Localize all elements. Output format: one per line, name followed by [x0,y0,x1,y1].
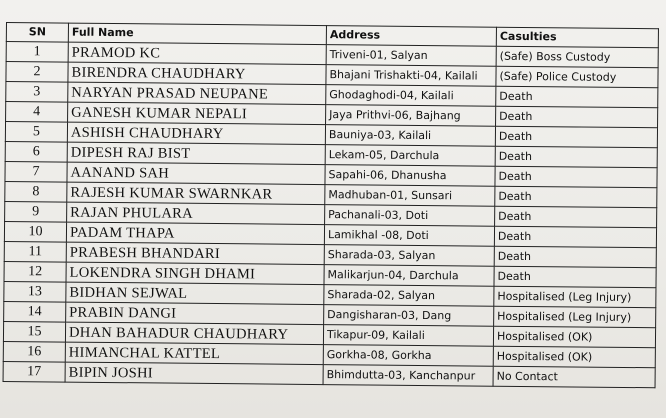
row-address: Lekam-05, Darchula [325,145,495,167]
row-full-name: ASHISH CHAUDHARY [67,122,325,144]
row-full-name: BIPIN JOSHI [65,362,323,384]
row-full-name: BIRENDRA CHAUDHARY [68,62,326,84]
row-casualty-status: Hospitalised (OK) [493,346,655,368]
row-full-name: GANESH KUMAR NEPALI [68,102,326,124]
row-casualty-status: Hospitalised (Leg Injury) [494,286,656,308]
row-address: Madhuban-01, Sunsari [325,185,495,207]
row-sn: 11 [4,241,66,262]
row-sn: 6 [5,141,67,162]
row-sn: 9 [5,201,67,222]
row-address: Triveni-01, Salyan [326,45,496,67]
row-address: Ghodaghodi-04, Kailali [326,85,496,107]
row-sn: 14 [4,301,66,322]
row-address: Sharada-03, Salyan [324,245,494,267]
row-full-name: AANAND SAH [67,162,325,184]
row-full-name: LOKENDRA SINGH DHAMI [66,262,324,284]
row-full-name: PRABESH BHANDARI [66,242,324,264]
row-casualty-status: Death [494,266,656,288]
row-address: Gorkha-08, Gorkha [323,345,493,367]
header-sn: SN [6,23,68,43]
casualty-table [3,22,659,388]
header-address: Address [326,26,496,47]
row-full-name: PADAM THAPA [66,222,324,244]
row-casualty-status: No Contact [493,366,655,388]
row-casualty-status: Death [495,146,657,168]
row-casualty-status: Death [495,126,657,148]
row-full-name: PRAMOD KC [68,42,326,64]
row-casualty-status: (Safe) Police Custody [496,66,658,88]
row-full-name: RAJESH KUMAR SWARNKAR [67,182,325,204]
row-casualty-status: Death [496,86,658,108]
row-sn: 17 [3,361,65,382]
row-address: Pachanali-03, Doti [325,205,495,227]
row-sn: 4 [6,102,68,123]
row-sn: 3 [6,82,68,103]
row-address: Dangisharan-03, Dang [324,305,494,327]
row-full-name: PRABIN DANGI [66,302,324,324]
row-casualty-status: (Safe) Boss Custody [496,46,658,68]
row-sn: 1 [6,42,68,63]
row-casualty-status: Hospitalised (Leg Injury) [494,306,656,328]
row-casualty-status: Death [495,206,657,228]
row-full-name: RAJAN PHULARA [67,202,325,224]
row-casualty-status: Death [494,246,656,268]
row-casualty-status: Hospitalised (OK) [493,326,655,348]
row-address: Jaya Prithvi-06, Bajhang [326,105,496,127]
row-sn: 8 [5,181,67,202]
row-address: Malikarjun-04, Darchula [324,265,494,287]
row-sn: 12 [4,261,66,282]
row-sn: 13 [4,281,66,302]
row-address: Lamikhal -08, Doti [324,225,494,247]
row-full-name: NARYAN PRASAD NEUPANE [68,82,326,104]
row-address: Sharada-02, Salyan [324,285,494,307]
row-full-name: DIPESH RAJ BIST [67,142,325,164]
row-address: Sapahi-06, Dhanusha [325,165,495,187]
row-address: Bhimdutta-03, Kanchanpur [323,365,493,387]
row-casualty-status: Death [495,166,657,188]
casualty-table-sheet [3,22,658,388]
header-casualties: Casulties [496,27,658,48]
row-full-name: DHAN BAHADUR CHAUDHARY [65,322,323,344]
row-address: Tikapur-09, Kailali [323,325,493,347]
row-casualty-status: Death [496,106,658,128]
row-sn: 16 [3,341,65,362]
row-sn: 15 [3,321,65,342]
row-sn: 5 [5,122,67,143]
header-full-name: Full Name [68,23,326,44]
row-full-name: BIDHAN SEJWAL [66,282,324,304]
row-sn: 10 [4,221,66,242]
row-casualty-status: Death [495,186,657,208]
row-sn: 2 [6,62,68,83]
row-address: Bhajani Trishakti-04, Kailali [326,65,496,87]
row-casualty-status: Death [494,226,656,248]
row-address: Bauniya-03, Kailali [325,125,495,147]
row-full-name: HIMANCHAL KATTEL [65,342,323,364]
row-sn: 7 [5,161,67,182]
